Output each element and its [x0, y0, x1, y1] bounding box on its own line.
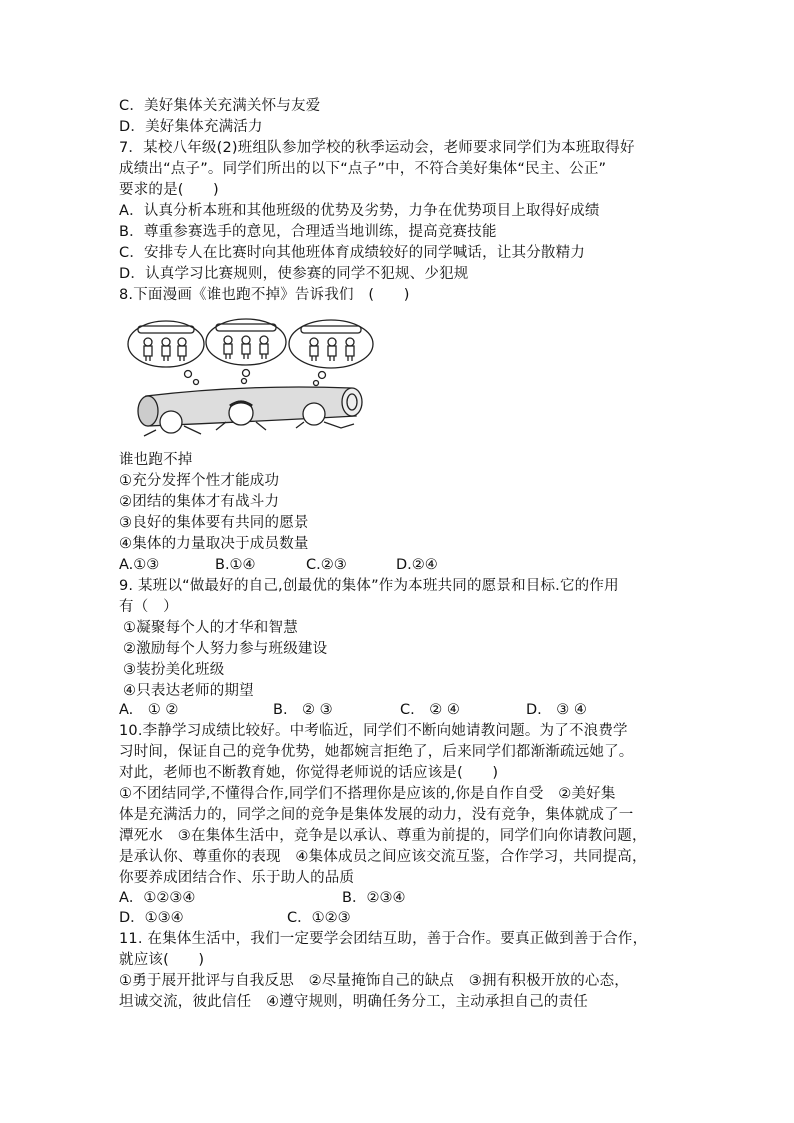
q7-option-d: D．认真学习比赛规则，使参赛的同学不犯规、少犯规 — [119, 266, 469, 282]
q8-option-b: B.①④ — [215, 557, 256, 573]
q9-item-1: ①凝聚每个人的才华和智慧 — [123, 620, 298, 636]
q9-stem-line-2: 有（ ） — [119, 599, 178, 615]
q7-stem-line-1: 7．某校八年级(2)班组队参加学校的秋季运动会，老师要求同学们为本班取得好 — [119, 140, 635, 156]
q10-stem-line-4: ①不团结同学,不懂得合作,同学们不搭理你是应该的,你是自作自受 ②美好集 — [119, 786, 616, 802]
q9-option-a: A. ① ② — [119, 702, 179, 718]
q10-option-a: A．①②③④ — [119, 890, 196, 906]
q6-option-c: C．美好集体关充满关怀与友爱 — [119, 98, 321, 114]
q7-option-c: C．安排专人在比赛时向其他班体育成绩较好的同学喊话，让其分散精力 — [119, 245, 586, 261]
q9-stem-line-1: 9. 某班以“做最好的自己,创最优的集体”作为本班共同的愿景和目标.它的作用 — [119, 578, 619, 594]
q10-stem-line-7: 是承认你、尊重你的表现 ④集体成员之间应该交流互鉴，合作学习，共同提高， — [119, 849, 647, 865]
q7-stem-line-2: 成绩出“点子”。同学们所出的以下“点子”中，不符合美好集体“民主、公正” — [119, 161, 607, 177]
q10-stem-line-6: 潭死水 ③在集体生活中，竞争是以承认、尊重为前提的，同学们向你请教问题， — [119, 828, 647, 844]
q9-option-d: D. ③ ④ — [526, 702, 587, 718]
q6-option-d: D．美好集体充满活力 — [119, 119, 263, 135]
q8-item-4: ④集体的力量取决于成员数量 — [119, 536, 309, 552]
q9-item-2: ②激励每个人努力参与班级建设 — [123, 641, 328, 657]
q7-stem-line-3: 要求的是( ) — [119, 182, 219, 198]
q8-item-3: ③良好的集体要有共同的愿景 — [119, 515, 309, 531]
q9-option-c: C. ② ④ — [400, 702, 460, 718]
q11-stem-line-1: 11. 在集体生活中，我们一定要学会团结互助，善于合作。要真正做到善于合作， — [119, 931, 648, 947]
q11-stem-line-3: ①勇于展开批评与自我反思 ②尽量掩饰自己的缺点 ③拥有积极开放的心态， — [119, 973, 629, 989]
q10-stem-line-5: 体是充满活力的，同学之间的竞争是集体发展的动力，没有竞争，集体就成了一 — [119, 807, 634, 823]
q8-item-1: ①充分发挥个性才能成功 — [119, 473, 280, 489]
q10-stem-line-3: 对此，老师也不断教育她，你觉得老师说的话应该是( ) — [119, 765, 499, 781]
q11-stem-line-2: 就应该( ) — [119, 952, 205, 968]
q10-option-c: C．①②③ — [287, 910, 351, 926]
q10-stem-line-2: 习时间，保证自己的竞争优势，她都婉言拒绝了，后来同学们都渐渐疏远她了。 — [119, 744, 634, 760]
q11-stem-line-4: 坦诚交流，彼此信任 ④遵守规则，明确任务分工，主动承担自己的责任 — [119, 994, 588, 1010]
q8-option-d: D.②④ — [396, 557, 438, 573]
q8-cartoon-caption: 谁也跑不掉 — [119, 452, 193, 468]
q7-option-a: A．认真分析本班和其他班级的优势及劣势，力争在优势项目上取得好成绩 — [119, 203, 600, 219]
cartoon-illustration — [126, 318, 376, 440]
q8-stem: 8.下面漫画《谁也跑不掉》告诉我们 ( ) — [119, 287, 410, 303]
q9-item-4: ④只表达老师的期望 — [123, 683, 254, 699]
q8-option-c: C.②③ — [306, 557, 347, 573]
q9-option-b: B. ② ③ — [273, 702, 333, 718]
q10-stem-line-1: 10.李静学习成绩比较好。中考临近，同学们不断向她请教问题。为了不浪费学 — [119, 723, 628, 739]
q10-option-d: D．①③④ — [119, 910, 184, 926]
q9-item-3: ③装扮美化班级 — [123, 662, 225, 678]
q7-option-b: B．尊重参赛选手的意见，合理适当地训练，提高竞赛技能 — [119, 224, 497, 240]
q8-item-2: ②团结的集体才有战斗力 — [119, 494, 280, 510]
q10-option-b: B．②③④ — [342, 890, 406, 906]
q8-option-a: A.①③ — [119, 557, 160, 573]
q10-stem-line-8: 你要养成团结合作、乐于助人的品质 — [119, 870, 355, 886]
